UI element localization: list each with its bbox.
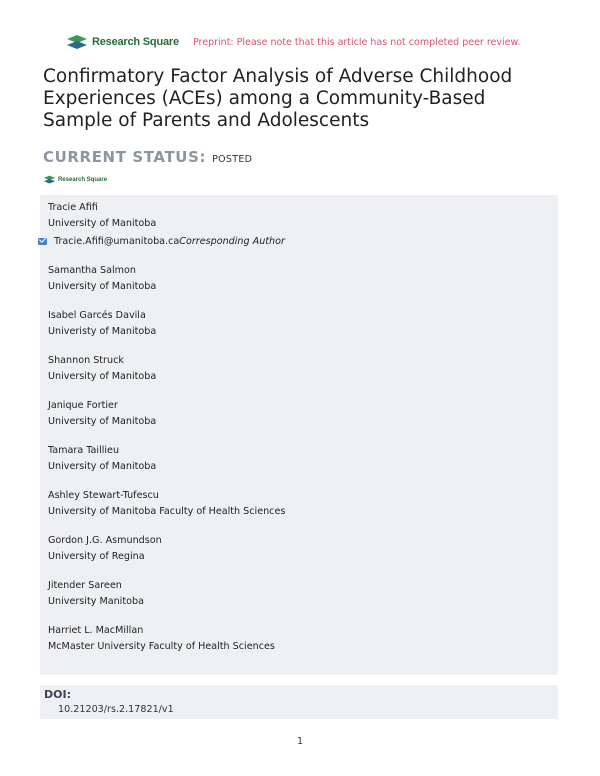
status-label: CURRENT STATUS:: [43, 148, 207, 166]
author-affiliation: University of Manitoba Faculty of Health Sciences: [48, 505, 286, 517]
page-number: 1: [296, 736, 304, 747]
author-name: Tamara Taillieu: [48, 445, 120, 456]
research-square-logo-icon: [66, 34, 88, 50]
small-logo-text: Research Square: [58, 176, 108, 183]
research-square-logo[interactable]: [66, 34, 179, 50]
preprint-note: Preprint: Please note that this article has not completed peer review.: [193, 37, 521, 48]
author-affiliation: University of Manitoba: [48, 217, 157, 229]
author-entry: [48, 443, 558, 474]
author-entry: [48, 488, 558, 519]
author-name: Jitender Sareen: [48, 580, 122, 591]
author-affiliation: University of Manitoba: [48, 415, 157, 427]
corresponding-email-row: [38, 234, 558, 249]
author-entry: [48, 533, 558, 564]
author-entry: [48, 308, 558, 339]
doi-section: [40, 685, 558, 719]
author-name: Gordon J.G. Asmundson: [48, 535, 162, 546]
small-research-square-logo: [43, 175, 107, 184]
logo-text: Research Square: [92, 36, 179, 48]
author-entry: [48, 353, 558, 384]
author-name: Janique Fortier: [48, 400, 118, 411]
current-status: [43, 148, 252, 166]
author-name: Harriet L. MacMillan: [48, 625, 144, 636]
author-entry: [48, 623, 558, 654]
paper-title: Confirmatory Factor Analysis of Adverse Childhood Experiences (ACEs) among a Community-Based Sample of Parents and Adolescents: [43, 66, 513, 131]
authors-list: [40, 195, 558, 675]
author-affiliation: University Manitoba: [48, 595, 144, 607]
author-affiliation: Univeristy of Manitoba: [48, 325, 157, 337]
author-email[interactable]: Tracie.Afifi@umanitoba.ca: [54, 236, 180, 247]
author-name: Ashley Stewart-Tufescu: [48, 490, 159, 501]
page-header: [66, 34, 546, 54]
author-affiliation: University of Regina: [48, 550, 145, 562]
author-name: Tracie Afifi: [48, 202, 98, 213]
corresponding-author-note: Corresponding Author: [179, 236, 285, 247]
author-name: Isabel Garcés Davila: [48, 310, 146, 321]
research-square-small-icon: [43, 175, 56, 184]
author-entry: [48, 398, 558, 429]
author-affiliation: McMaster University Faculty of Health Sciences: [48, 640, 275, 652]
author-affiliation: University of Manitoba: [48, 460, 157, 472]
author-name: Samantha Salmon: [48, 265, 136, 276]
author-entry: [48, 200, 558, 249]
author-affiliation: University of Manitoba: [48, 280, 157, 292]
status-value: POSTED: [212, 154, 253, 165]
author-entry: [48, 263, 558, 294]
doi-value[interactable]: 10.21203/rs.2.17821/v1: [58, 704, 174, 715]
doi-label: DOI:: [44, 688, 71, 701]
author-name: Shannon Struck: [48, 355, 124, 366]
mail-icon: [38, 238, 47, 245]
author-affiliation: University of Manitoba: [48, 370, 157, 382]
author-entry: [48, 578, 558, 609]
